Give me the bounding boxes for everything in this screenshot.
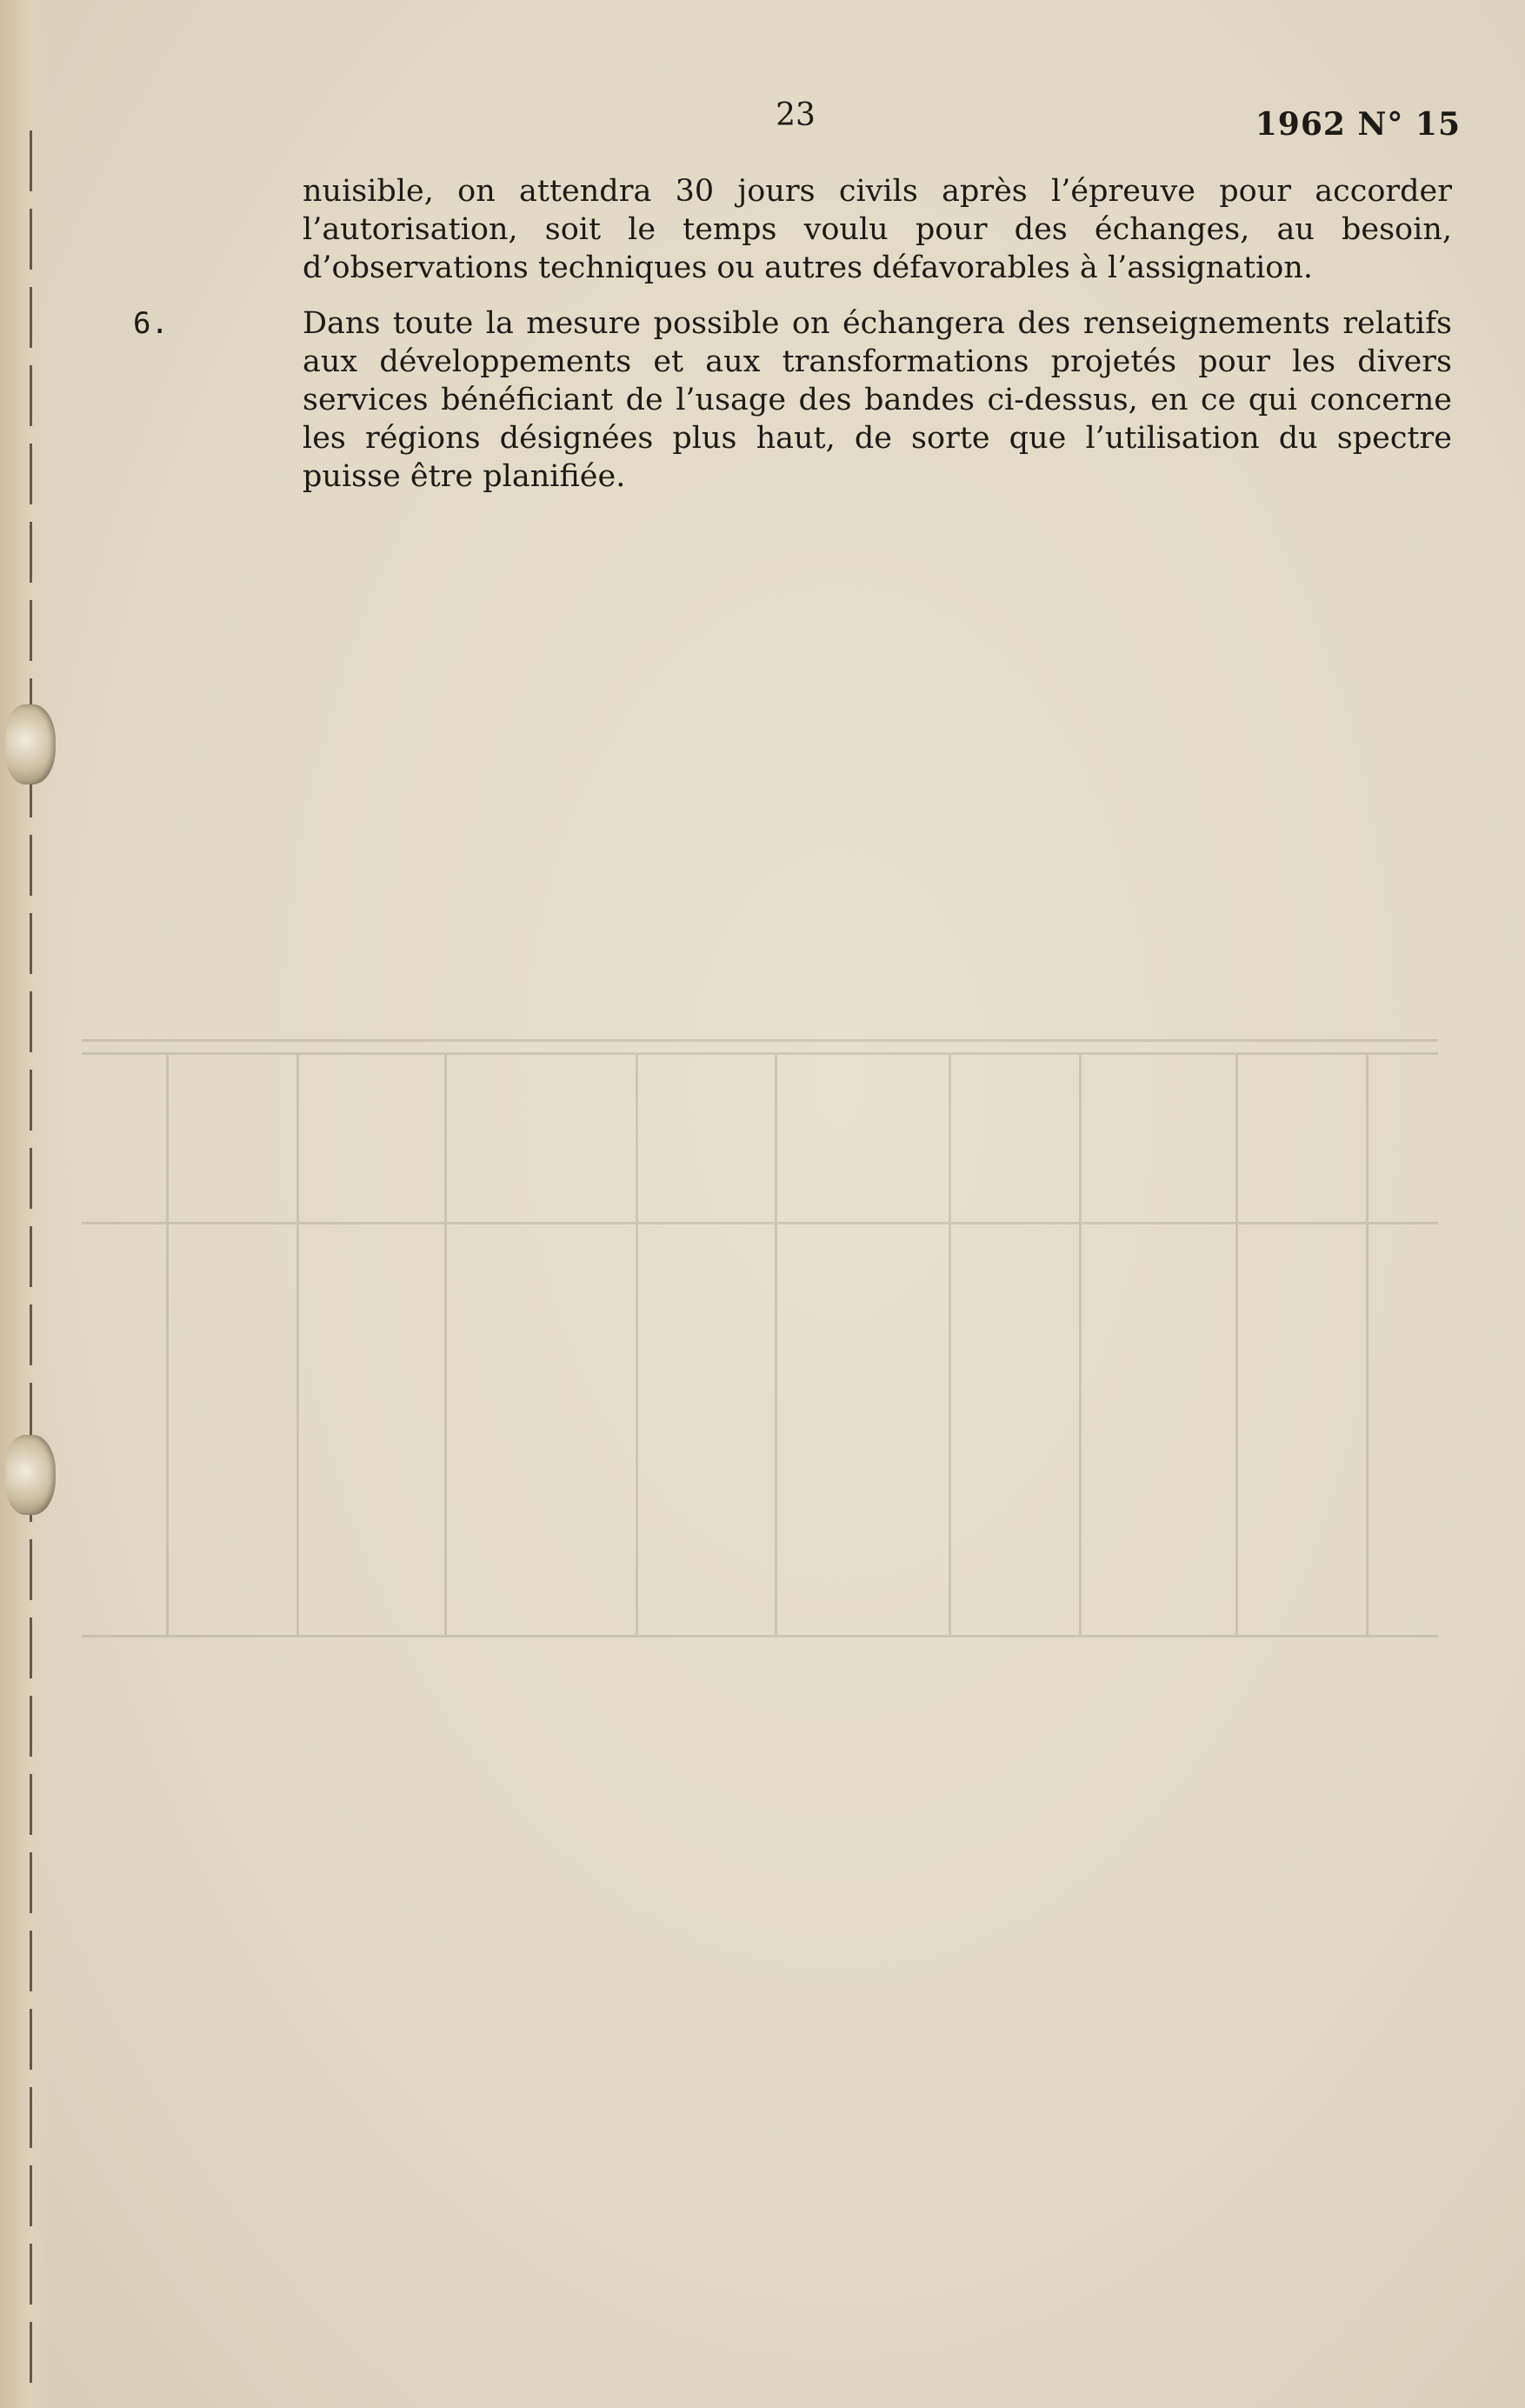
paragraph-number: 6. xyxy=(133,306,169,341)
page-number: 23 xyxy=(776,97,816,133)
binder-staple-top xyxy=(5,704,56,784)
binding-spine xyxy=(0,0,52,2408)
binder-staple-bottom xyxy=(5,1435,56,1515)
bulletin-reference: 1962 N° 15 xyxy=(1255,106,1461,143)
paragraph-6-text: Dans toute la mesure possible on échangera des renseignements relatifs aux développements et aux transformations projetés pour les divers services bénéficiant de l’usage des bandes ci-dessus, en ce qui concerne les régions désignées plus haut, de sorte que l’utilisation du spectre puisse être planifiée. xyxy=(303,306,1452,494)
binding-edge xyxy=(30,130,32,2391)
continued-paragraph: nuisible, on attendra 30 jours civils après l’épreuve pour accorder l’autorisation, soit le temps voulu pour des échanges, au besoin, d’observations techniques ou autres défavorables à l’assignation. xyxy=(303,174,1452,285)
